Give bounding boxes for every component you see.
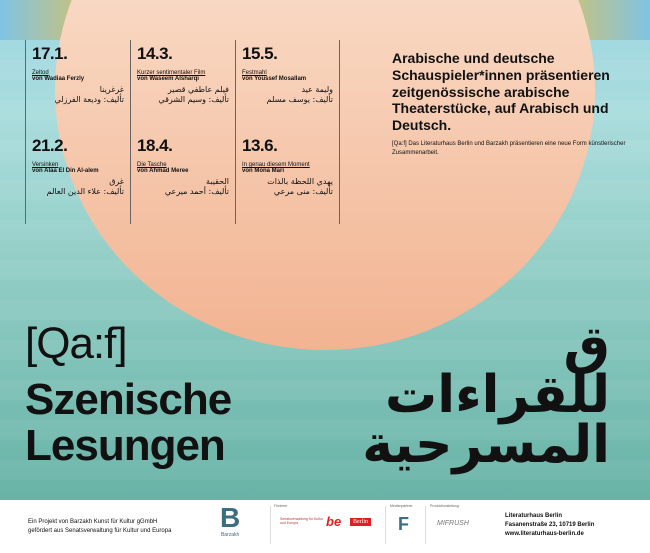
medienpartner-logo: F — [398, 514, 409, 534]
event-author: von Youssef Mosallam — [242, 76, 307, 82]
arabic-headline-line: المسرحية — [362, 414, 610, 475]
event-title: Die Tasche — [137, 162, 167, 168]
event-cell — [235, 132, 340, 224]
medienpartner-label: Medienpartner — [390, 504, 413, 508]
event-author: von Alaa El Din Al-alem — [32, 168, 99, 174]
address — [505, 512, 594, 539]
mifrush-logo: MIFRUSH — [437, 520, 469, 527]
event-title: In genau diesem Moment — [242, 162, 310, 168]
event-ar-author: تأليف: أحمد ميرعي — [164, 186, 229, 196]
address-line: Literaturhaus Berlin — [505, 513, 563, 519]
event-author: von Ahmad Meree — [137, 168, 189, 174]
event-date: 13.6. — [242, 136, 278, 155]
event-ar-author: تأليف: يوسف مسلم — [266, 94, 333, 104]
event-title: Kurzer sentimentaler Film — [137, 70, 206, 76]
event-ar-title: غرق — [109, 177, 124, 186]
headline-szenische: Szenische — [25, 375, 232, 424]
event-ar-title: الحقيبة — [206, 177, 229, 186]
barzakh-logo: B Barzakh — [220, 502, 241, 538]
event-grid — [25, 40, 340, 224]
event-cell — [25, 132, 130, 224]
event-cell — [130, 132, 235, 224]
event-ar-title: فيلم عاطفي قصير — [167, 85, 229, 94]
arabic-headline — [362, 316, 610, 475]
event-author: von Waseem Alsharqi — [137, 76, 199, 82]
event-date: 17.1. — [32, 44, 68, 63]
event-ar-title: يهدي اللحظة بالذات — [267, 177, 333, 186]
event-cell — [25, 40, 130, 132]
qaf-logo: [Qa:f] — [25, 319, 127, 368]
intro-text: Arabische und deutsche Schauspieler*innen präsentieren zeitgenössische arabische Theaterstücke, auf Arabisch und Deutsch. — [392, 50, 610, 134]
website-link[interactable]: www.literaturhaus-berlin.de — [505, 531, 584, 537]
footer-divider — [385, 506, 386, 544]
senat-logo: Senatsverwaltung für Kultur und Europa — [280, 517, 323, 525]
project-credit — [28, 518, 171, 536]
footer-divider — [270, 506, 271, 544]
event-cell — [235, 40, 340, 132]
event-ar-author: تأليف: وديعة الفرزلي — [54, 94, 124, 104]
event-title: Festmahl — [242, 70, 267, 76]
event-ar-author: تأليف: علاء الدين العالم — [46, 186, 124, 196]
event-ar-author: تأليف: منى مرعي — [273, 186, 333, 196]
project-line: gefördert aus Senatsverwaltung für Kultur und Europa — [28, 528, 172, 534]
intro-small-text: [Qa:f] Das Literaturhaus Berlin und Barzakh präsentieren eine neue Form künstlerischer Zusammenarbeit. — [392, 141, 626, 156]
event-title: Zeltod — [32, 70, 49, 76]
event-cell — [130, 40, 235, 132]
event-date: 21.2. — [32, 136, 68, 155]
event-ar-title: غرغرينا — [99, 85, 124, 94]
event-date: 15.5. — [242, 44, 278, 63]
be-berlin-logo: be — [326, 514, 342, 529]
event-date: 18.4. — [137, 136, 173, 155]
address-line: Fasanenstraße 23, 10719 Berlin — [505, 522, 595, 528]
event-title: Versinken — [32, 162, 59, 168]
event-ar-title: وليمة عيد — [301, 85, 333, 94]
arabic-headline-line: ق — [563, 316, 610, 376]
footer-divider — [425, 506, 426, 544]
event-author: von Wadiaa Ferzly — [32, 76, 85, 82]
arabic-headline-line: للقراءات — [384, 365, 610, 426]
foerderer-label: Förderer — [274, 504, 288, 508]
barzakh-label: Barzakh — [220, 532, 240, 538]
project-line: Ein Projekt von Barzakh Kunst für Kultur gGmbH — [28, 519, 158, 525]
event-author: von Mona Mari — [242, 168, 285, 174]
event-ar-author: تأليف: وسيم الشرقي — [158, 94, 229, 104]
footer — [0, 500, 650, 553]
produktion-label: Produktionsleitung — [430, 504, 459, 508]
berlin-badge: Berlin — [350, 518, 371, 526]
headline-lesungen: Lesungen — [25, 421, 225, 470]
event-date: 14.3. — [137, 44, 173, 63]
